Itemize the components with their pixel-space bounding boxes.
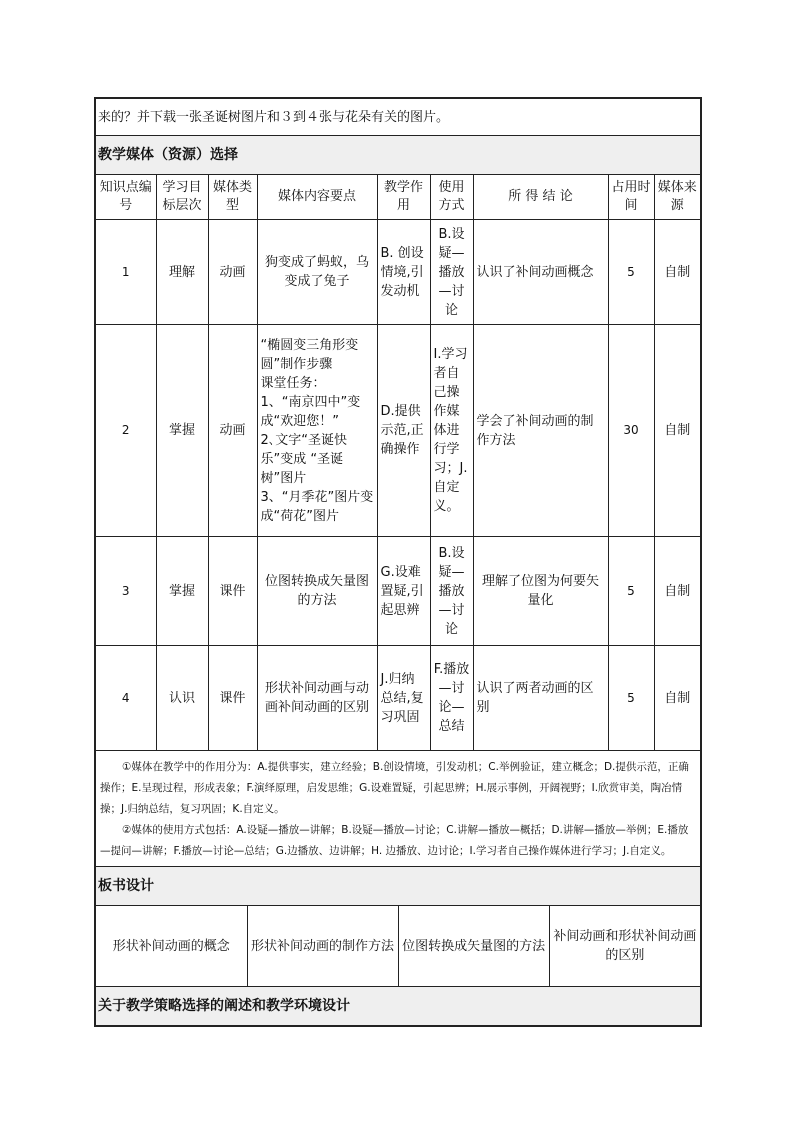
board-cell: 位图转换成矢量图的方法 — [398, 906, 549, 986]
knowledge-point-id: 1 — [95, 220, 156, 325]
objective-cell: 认识 — [156, 646, 208, 751]
role-cell: B. 创设情境,引发动机 — [377, 220, 430, 325]
content-line: 位图转换成矢量图的方法 — [264, 574, 369, 608]
conclusion-cell: 认识了补间动画概念 — [473, 220, 608, 325]
source-cell: 自制 — [654, 646, 701, 751]
media-usage-note: ②媒体的使用方式包括：A.设疑—播放—讲解；B.设疑—播放—讨论；C.讲解—播放—概括；D.讲解—播放—举例；E.播放—提问—讲解；F.播放—讨论—总结；G.边播放、边讲解；H. 边播放、边讨论；I.学习者自己操作媒体进行学习；J.自定义。 — [100, 824, 689, 857]
table-row — [95, 325, 701, 537]
content-line: 课堂任务： — [260, 375, 326, 391]
objective-cell: 掌握 — [156, 537, 208, 646]
board-cell: 补间动画和形状补间动画的区别 — [549, 906, 700, 986]
board-cell: 形状补间动画的制作方法 — [247, 906, 398, 986]
intro-text: 来的？并下载一张圣诞树图片和３到４张与花朵有关的图片。 — [95, 98, 701, 136]
knowledge-point-id: 2 — [95, 325, 156, 537]
board-section-title: 板书设计 — [95, 867, 701, 906]
content-line: “椭圆变三角形变圆”制作步骤 — [260, 337, 359, 372]
header-content: 媒体内容要点 — [257, 175, 377, 220]
content-line: 3、“月季花”图片变成“荷花”图片 — [260, 489, 374, 524]
conclusion-cell: 理解了位图为何要矢量化 — [473, 537, 608, 646]
time-cell: 5 — [608, 537, 654, 646]
header-role: 教学作用 — [377, 175, 430, 220]
media-type-cell: 动画 — [208, 220, 257, 325]
header-objective: 学习目标层次 — [156, 175, 208, 220]
table-row — [95, 646, 701, 751]
board-cell: 形状补间动画的概念 — [96, 906, 247, 986]
time-cell: 30 — [608, 325, 654, 537]
header-usage: 使用方式 — [430, 175, 473, 220]
content-cell — [257, 325, 377, 537]
role-cell: J.归纳总结,复习巩固 — [377, 646, 430, 751]
conclusion-cell: 学会了补间动画的制作方法 — [473, 325, 608, 537]
role-cell: G.设难置疑,引起思辨 — [377, 537, 430, 646]
table-header-row — [95, 175, 701, 220]
content-cell — [257, 537, 377, 646]
source-cell: 自制 — [654, 325, 701, 537]
knowledge-point-id: 3 — [95, 537, 156, 646]
content-line: 2､文字“圣诞快乐”变成 “圣诞树”图片 — [260, 432, 348, 486]
usage-cell: B.设疑—播放—讨论 — [430, 220, 473, 325]
header-media-type: 媒体类型 — [208, 175, 257, 220]
source-cell: 自制 — [654, 537, 701, 646]
table-row — [95, 537, 701, 646]
knowledge-point-id: 4 — [95, 646, 156, 751]
media-role-note: ①媒体在教学中的作用分为：A.提供事实，建立经验；B.创设情境，引发动机；C.举例验证，建立概念；D.提供示范，正确操作；E.呈现过程，形成表象；F.演绎原理，启发思维；G.设难置疑，引起思辨；H.展示事例，开阔视野；I.欣赏审美，陶冶情操；J.归纳总结，复习巩固；K.自定义。 — [100, 761, 689, 815]
document-page — [94, 97, 700, 1027]
conclusion-cell: 认识了两者动画的区别 — [473, 646, 608, 751]
content-line: 狗变成了蚂蚁，乌变成了兔子 — [264, 255, 369, 289]
header-source: 媒体来源 — [654, 175, 701, 220]
media-notes — [95, 751, 701, 867]
content-line: 1、“南京四中”变成“欢迎您！” — [260, 394, 361, 429]
time-cell: 5 — [608, 646, 654, 751]
strategy-section-title: 关于教学策略选择的阐述和教学环境设计 — [95, 987, 701, 1027]
media-section-title: 教学媒体（资源）选择 — [95, 136, 701, 175]
usage-cell: F.播放—讨论—总结 — [430, 646, 473, 751]
media-type-cell: 课件 — [208, 537, 257, 646]
content-cell — [257, 220, 377, 325]
header-conclusion: 所 得 结 论 — [473, 175, 608, 220]
objective-cell: 掌握 — [156, 325, 208, 537]
header-time: 占用时间 — [608, 175, 654, 220]
objective-cell: 理解 — [156, 220, 208, 325]
source-cell: 自制 — [654, 220, 701, 325]
usage-cell: I.学习者自己操作媒体进行学习；J.自定义。 — [430, 325, 473, 537]
board-design — [95, 906, 701, 987]
table-row — [95, 220, 701, 325]
usage-cell: B.设疑—播放—讨论 — [430, 537, 473, 646]
media-type-cell: 动画 — [208, 325, 257, 537]
content-line: 形状补间动画与动画补间动画的区别 — [264, 681, 369, 715]
role-cell: D.提供示范,正确操作 — [377, 325, 430, 537]
lesson-plan-table — [94, 97, 702, 1027]
header-knowledge-point: 知识点编 号 — [95, 175, 156, 220]
media-type-cell: 课件 — [208, 646, 257, 751]
time-cell: 5 — [608, 220, 654, 325]
content-cell — [257, 646, 377, 751]
